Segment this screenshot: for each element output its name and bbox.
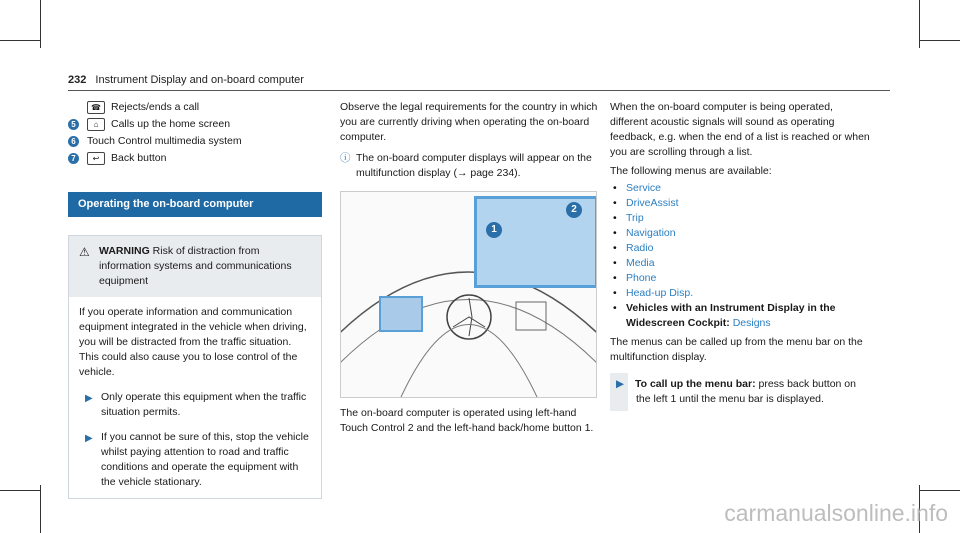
list-item [610, 226, 872, 241]
menu-link[interactable]: Phone [626, 272, 657, 284]
menu-link[interactable]: Media [626, 257, 655, 269]
callout-2: 2 [566, 202, 582, 218]
menu-bar-text: The menus can be called up from the menu bar on the multifunction display. [610, 336, 863, 363]
list-item [610, 301, 872, 331]
list-item [610, 241, 872, 256]
info-note [340, 151, 598, 181]
menu-link[interactable]: DriveAssist [626, 197, 679, 209]
list-item [610, 256, 872, 271]
menu-link[interactable]: Service [626, 182, 662, 194]
steering-wheel-figure [340, 191, 597, 398]
warning-label: WARNING [99, 245, 150, 257]
phone-hangup-icon: ☎ [87, 101, 105, 114]
intro-paragraph: Observe the legal requirements for the country in which you are currently driving when operating the on-board computer. [340, 101, 598, 143]
list-item [610, 196, 872, 211]
header-rule [68, 90, 890, 91]
warning-triangle-icon: ⚠ [79, 245, 90, 259]
middle-column [340, 100, 598, 436]
watermark: carmanualsonline.info [724, 500, 948, 526]
page-number: 232 [68, 74, 87, 86]
touch-control-highlight [379, 296, 423, 332]
crop-mark [920, 40, 960, 41]
home-icon: ⌂ [87, 118, 105, 131]
step-label: To call up the menu bar: [635, 378, 756, 390]
warning-box [68, 235, 322, 499]
number-badge: 6 [68, 136, 79, 147]
arrow-icon: ▶ [616, 378, 625, 390]
back-icon: ↩ [87, 152, 105, 165]
step-text: If you cannot be sure of this, stop the vehicle whilst paying attention to road and traffic conditions and operate the equipment with the vehicle stationary. [101, 431, 309, 488]
list-item [68, 100, 322, 115]
crop-mark [40, 0, 41, 48]
list-item-text: Back button [111, 152, 167, 164]
instruction-step [610, 373, 872, 411]
warning-text: If you operate information and communication equipment integrated in the vehicle when driving, you will be distracted from the traffic situation. This could also cause you to lose control of the vehicle. [79, 306, 307, 378]
step-text: press back button on the left 1 until the menu bar is displayed. [636, 378, 856, 405]
warning-body [69, 297, 321, 498]
crop-mark [920, 490, 960, 491]
list-item [610, 181, 872, 196]
section-heading: Operating the on-board computer [68, 192, 322, 217]
list-item [68, 117, 322, 132]
list-item [610, 286, 872, 301]
menus-intro: The following menus are available: [610, 165, 772, 177]
warning-header [69, 236, 321, 297]
figure-caption: The on-board computer is operated using left-hand Touch Control 2 and the left-hand back/home button 1. [340, 407, 594, 434]
info-icon: ⓘ [340, 152, 351, 164]
step-text: Only operate this equipment when the traffic situation permits. [101, 391, 307, 418]
page-title: Instrument Display and on-board computer [95, 74, 304, 86]
crop-mark [40, 485, 41, 533]
list-item-text: Calls up the home screen [111, 118, 231, 130]
page-header [68, 74, 304, 86]
arrow-icon: ▶ [85, 433, 93, 444]
number-badge: 5 [68, 119, 79, 130]
info-text: The on-board computer displays will appear on the multifunction display (→ page 234). [356, 152, 592, 179]
menu-link[interactable]: Head-up Disp. [626, 287, 694, 299]
crop-mark [0, 40, 40, 41]
widescreen-label: Vehicles with an Instrument Display in the Widescreen Cockpit: [626, 302, 836, 329]
menu-list [610, 181, 872, 301]
left-column [68, 100, 322, 499]
list-item [610, 271, 872, 286]
number-badge: 7 [68, 153, 79, 164]
arrow-icon: ▶ [85, 393, 93, 404]
intro-paragraph: When the on-board computer is being operated, different acoustic signals will sound as operating feedback, e.g. when the end of a list is reached or when you are scrolling through a list. [610, 101, 870, 158]
menu-link[interactable]: Navigation [626, 227, 676, 239]
right-column [610, 100, 872, 411]
warning-step [79, 430, 311, 490]
warning-summary: Risk of distraction from information systems and communications equipment [99, 245, 292, 287]
designs-link[interactable]: Designs [732, 317, 771, 329]
list-item-text: Touch Control multimedia system [87, 135, 242, 147]
list-item [68, 151, 322, 166]
list-item [610, 211, 872, 226]
menu-link[interactable]: Radio [626, 242, 654, 254]
list-item [68, 134, 322, 149]
warning-step [79, 390, 311, 420]
menu-link[interactable]: Trip [626, 212, 644, 224]
callout-1: 1 [486, 222, 502, 238]
crop-mark [0, 490, 40, 491]
crop-mark [919, 0, 920, 48]
list-item-text: Rejects/ends a call [111, 101, 200, 113]
